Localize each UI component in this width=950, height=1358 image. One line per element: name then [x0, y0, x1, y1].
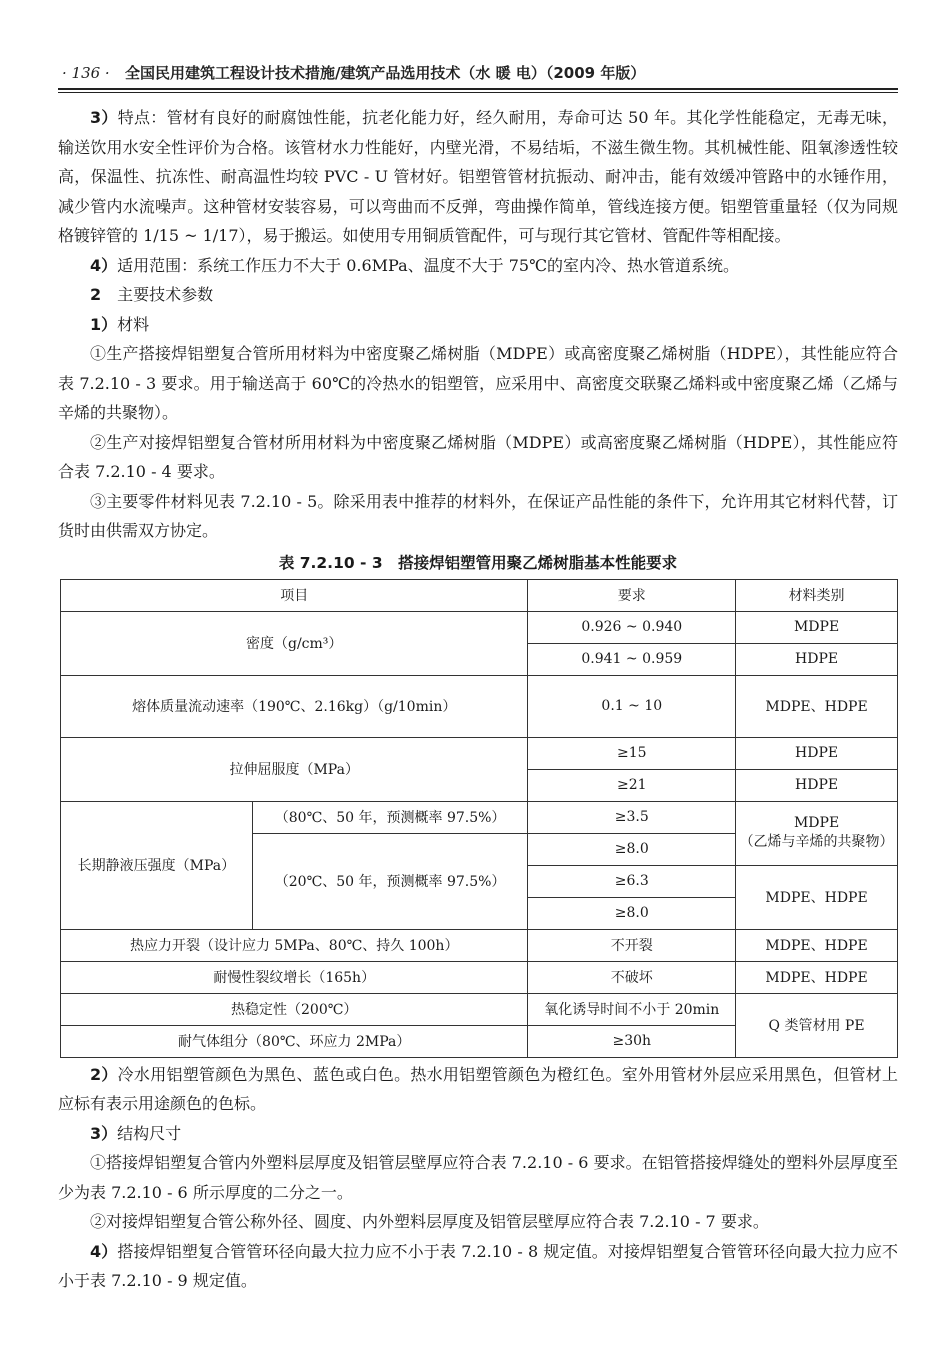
hydro-req-1: ≥3.5 [528, 801, 736, 833]
header-rule-thin [58, 92, 898, 93]
hydro-cat-1 [736, 801, 898, 865]
page-body [58, 103, 898, 1296]
header-category: 材料类别 [736, 579, 898, 611]
paragraph-text: ①搭接焊铝塑复合管内外塑料层厚度及铝管层壁厚应符合表 7.2.10 - 6 要求。在铝管搭接焊缝处的塑料外层厚度至少为表 7.2.10 - 6 所示厚度的二分之一。 [58, 1153, 898, 1202]
melt-cat: MDPE、HDPE [736, 675, 898, 737]
yield-cat-2: HDPE [736, 769, 898, 801]
thermal-req: 不开裂 [528, 929, 736, 961]
header-requirement: 要求 [528, 579, 736, 611]
yield-label: 拉伸屈服度（MPa） [61, 737, 528, 801]
density-cat-2: HDPE [736, 643, 898, 675]
subsection-heading [58, 310, 898, 340]
item-number: 3） [90, 1123, 118, 1143]
q-cat: Q 类管材用 PE [736, 993, 898, 1057]
item-number: 3） [90, 108, 118, 127]
hydro-cond-2: （20℃、50 年，预测概率 97.5%） [252, 833, 528, 929]
density-label: 密度（g/cm³） [61, 611, 528, 675]
section-heading [58, 280, 898, 310]
paragraph-text: ③主要零件材料见表 7.2.10 - 5。除采用表中推荐的材料外，在保证产品性能的条件下，允许用其它材料代替，订货时由供需双方协定。 [58, 491, 898, 540]
table-row [61, 961, 898, 993]
paragraph-text: 结构尺寸 [117, 1123, 182, 1143]
thermal-label: 热应力开裂（设计应力 5MPa、80℃、持久 100h） [61, 929, 528, 961]
item-number: 2） [90, 1064, 118, 1084]
table-row [61, 801, 898, 833]
table-row [61, 675, 898, 737]
hydro-cat-2: MDPE、HDPE [736, 865, 898, 929]
paragraph-text: ②对接焊铝塑复合管公称外径、圆度、内外塑料层厚度及铝管层壁厚应符合表 7.2.10 - 7 要求。 [90, 1212, 769, 1231]
table-row [61, 737, 898, 769]
crack-label: 耐慢性裂纹增长（165h） [61, 961, 528, 993]
paragraph-text: 主要技术参数 [117, 285, 214, 304]
header-item: 项目 [61, 579, 528, 611]
page-number: · 136 · [62, 64, 110, 82]
hydro-req-2: ≥8.0 [528, 833, 736, 865]
paragraph-text: 特点：管材有良好的耐腐蚀性能，抗老化能力好，经久耐用，寿命可达 50 年。其化学性能稳定，无毒无味，输送饮用水安全性评价为合格。该管材水力性能好，内壁光滑，不易结垢，不滋生微生物。其机械性能、阻氧渗透性较高，保温性、抗冻性、耐高温性均较 PVC - U 管材好。铝塑管管材抗振动、耐冲击，能有效缓冲管路中的水锤作用，减少管内水流噪声。这种管材安装容易，可以弯曲而不反弹，弯曲操作简单，管线连接方便。铝塑管重量轻（仅为同规格镀锌管的 1/15 ~ 1/17），易于搬运。如使用专用铜质管配件，可与现行其它管材、管配件等相配接。 [58, 108, 898, 245]
density-cat-1: MDPE [736, 611, 898, 643]
paragraph-text: 材料 [117, 314, 150, 334]
table-caption: 表 7.2.10 - 3 搭接焊铝塑管用聚乙烯树脂基本性能要求 [278, 553, 678, 572]
crack-req: 不破坏 [528, 961, 736, 993]
running-header [62, 62, 902, 86]
paragraph-text: 适用范围：系统工作压力不大于 0.6MPa、温度不大于 75℃的室内冷、热水管道系统。 [117, 255, 739, 275]
paragraph-material-2 [58, 428, 898, 487]
item-number: 4） [90, 1241, 118, 1261]
paragraph-structure-2 [58, 1207, 898, 1237]
hydro-cat-1b: （乙烯与辛烯的共聚物） [739, 834, 894, 850]
paragraph-color [58, 1060, 898, 1119]
paragraph-features [58, 103, 898, 251]
paragraph-structure-1 [58, 1148, 898, 1207]
paragraph-text: 冷水用铝塑管颜色为黑色、蓝色或白色。热水用铝塑管颜色为橙红色。室外用管材外层应采用黑色，但管材上应标有表示用途颜色的色标。 [58, 1064, 898, 1113]
stab-label: 热稳定性（200℃） [61, 993, 528, 1025]
gas-label: 耐气体组分（80℃、环应力 2MPa） [61, 1025, 528, 1057]
paragraph-text: ②生产对接焊铝塑复合管材所用材料为中密度聚乙烯树脂（MDPE）或高密度聚乙烯树脂（HDPE），其性能应符合表 7.2.10 - 4 要求。 [58, 432, 898, 481]
hydro-label: 长期静液压强度（MPa） [61, 801, 253, 929]
table-header-row [61, 579, 898, 611]
book-title: 全国民用建筑工程设计技术措施/建筑产品选用技术（水 暖 电）（2009 年版） [124, 64, 646, 82]
density-req-2: 0.941 ~ 0.959 [528, 643, 736, 675]
paragraph-tension [58, 1237, 898, 1296]
crack-cat: MDPE、HDPE [736, 961, 898, 993]
paragraph-text: 搭接焊铝塑复合管管环径向最大拉力应不小于表 7.2.10 - 8 规定值。对接焊铝塑复合管管环径向最大拉力应不小于表 7.2.10 - 9 规定值。 [58, 1241, 898, 1290]
paragraph-scope [58, 251, 898, 281]
item-number: 4） [90, 255, 118, 275]
paragraph-material-3 [58, 487, 898, 546]
melt-req: 0.1 ~ 10 [528, 675, 736, 737]
paragraph-text: ①生产搭接焊铝塑复合管所用材料为中密度聚乙烯树脂（MDPE）或高密度聚乙烯树脂（HDPE），其性能应符合表 7.2.10 - 3 要求。用于输送高于 60℃的冷热水的铝塑管，应采用中、高密度交联聚乙烯料或中密度聚乙烯（乙烯与辛烯的共聚物）。 [58, 344, 898, 422]
paragraph-material-1 [58, 339, 898, 428]
thermal-cat: MDPE、HDPE [736, 929, 898, 961]
gas-req: ≥30h [528, 1025, 736, 1057]
hydro-req-3: ≥6.3 [528, 865, 736, 897]
stab-req: 氧化诱导时间不小于 20min [528, 993, 736, 1025]
hydro-cond-1: （80℃、50 年，预测概率 97.5%） [252, 801, 528, 833]
melt-label: 熔体质量流动速率（190℃、2.16kg）（g/10min） [61, 675, 528, 737]
item-number: 1） [90, 314, 118, 334]
header-rule-thick [58, 88, 898, 90]
table-row [61, 929, 898, 961]
subsection-heading [58, 1119, 898, 1149]
density-req-1: 0.926 ~ 0.940 [528, 611, 736, 643]
yield-cat-1: HDPE [736, 737, 898, 769]
item-number: 2 [90, 285, 102, 304]
hydro-cat-1a: MDPE [793, 815, 840, 831]
spec-table [60, 579, 898, 1058]
hydro-req-4: ≥8.0 [528, 897, 736, 929]
yield-req-1: ≥15 [528, 737, 736, 769]
yield-req-2: ≥21 [528, 769, 736, 801]
table-row [61, 611, 898, 643]
table-row [61, 993, 898, 1025]
